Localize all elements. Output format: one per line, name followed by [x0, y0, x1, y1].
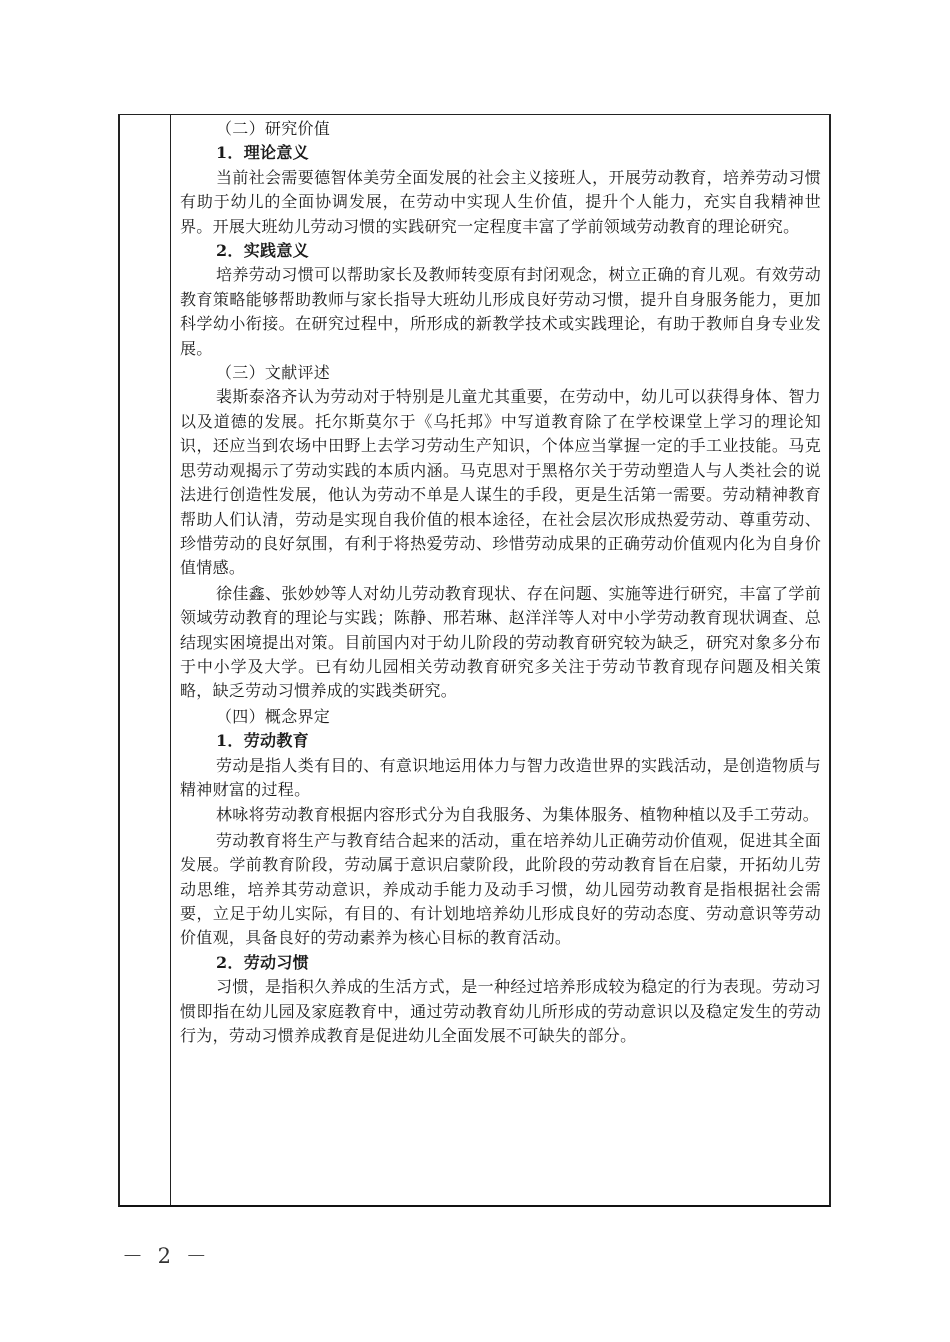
page-number: － 2 － — [122, 1244, 211, 1268]
paragraph: 裴斯泰洛齐认为劳动对于特别是儿童尤其重要，在劳动中，幼儿可以获得身体、智力以及道德的发展。托尔斯莫尔于《乌托邦》中写道教育除了在学校课堂上学习的理论知识，还应当到农场中田野上去学习劳动生产知识，个体应当掌握一定的手工业技能。马克思劳动观揭示了劳动实践的本质内涵。马克思对于黑格尔关于劳动塑造人与人类社会的说法进行创造性发展，他认为劳动不单是人谋生的手段，更是生活第一需要。劳动精神教育帮助人们认清，劳动是实现自我价值的根本途径，在社会层次形成热爱劳动、尊重劳动、珍惜劳动的良好氛围，有利于将热爱劳动、珍惜劳动成果的正确劳动价值观内化为自身价值情感。 — [180, 387, 821, 578]
subheading-theory-significance: 1．理论意义 — [216, 143, 309, 163]
paragraph: 劳动是指人类有目的、有意识地运用体力与智力改造世界的实践活动，是创造物质与精神财富的过程。 — [180, 755, 821, 799]
section-heading-research-value: （二）研究价值 — [216, 119, 331, 138]
subheading-labor-education: 1．劳动教育 — [216, 731, 309, 751]
subheading-practice-significance: 2．实践意义 — [216, 241, 309, 261]
document-body — [180, 117, 821, 1048]
paragraph: 徐佳鑫、张妙妙等人对幼儿劳动教育现状、存在问题、实施等进行研究，丰富了学前领域劳动教育的理论与实践；陈静、邢若琳、赵洋洋等人对中小学劳动教育现状调查、总结现实困境提出对策。目前国内对于幼儿阶段的劳动教育研究较为缺乏，研究对象多分布于中小学及大学。已有幼儿园相关劳动教育研究多关注于劳动节教育现存问题及相关策略，缺乏劳动习惯养成的实践类研究。 — [180, 583, 821, 701]
subheading-labor-habit: 2．劳动习惯 — [216, 952, 309, 972]
paragraph: 习惯，是指积久养成的生活方式，是一种经过培养形成较为稳定的行为表现。劳动习惯即指在幼儿园及家庭教育中，通过劳动教育幼儿所形成的劳动意识以及稳定发生的劳动行为，劳动习惯养成教育是促进幼儿全面发展不可缺失的部分。 — [180, 977, 821, 1046]
paragraph: 当前社会需要德智体美劳全面发展的社会主义接班人，开展劳动教育，培养劳动习惯有助于幼儿的全面协调发展，在劳动中实现人生价值，提升个人能力，充实自我精神世界。开展大班幼儿劳动习惯的实践研究一定程度丰富了学前领域劳动教育的理论研究。 — [180, 167, 821, 236]
paragraph: 劳动教育将生产与教育结合起来的活动，重在培养幼儿正确劳动价值观，促进其全面发展。学前教育阶段，劳动属于意识启蒙阶段，此阶段的劳动教育旨在启蒙，开拓幼儿劳动思维，培养其劳动意识，养成动手能力及动手习惯，幼儿园劳动教育是指根据社会需要，立足于幼儿实际，有目的、有计划地培养幼儿形成良好的劳动态度、劳动意识等劳动价值观，具备良好的劳动素养为核心目标的教育活动。 — [180, 830, 821, 948]
paragraph: 林咏将劳动教育根据内容形式分为自我服务、为集体服务、植物种植以及手工劳动。 — [216, 805, 820, 825]
section-heading-concept-definition: （四）概念界定 — [216, 706, 331, 726]
paragraph: 培养劳动习惯可以帮助家长及教师转变原有封闭观念，树立正确的育儿观。有效劳动教育策略能够帮助教师与家长指导大班幼儿形成良好劳动习惯，提升自身服务能力，更加科学幼小衔接。在研究过程中，所形成的新教学技术或实践理论，有助于教师自身专业发展。 — [180, 265, 821, 358]
content-table — [118, 114, 831, 1207]
left-column-divider — [170, 115, 171, 1205]
section-heading-literature-review: （三）文献评述 — [216, 363, 331, 383]
